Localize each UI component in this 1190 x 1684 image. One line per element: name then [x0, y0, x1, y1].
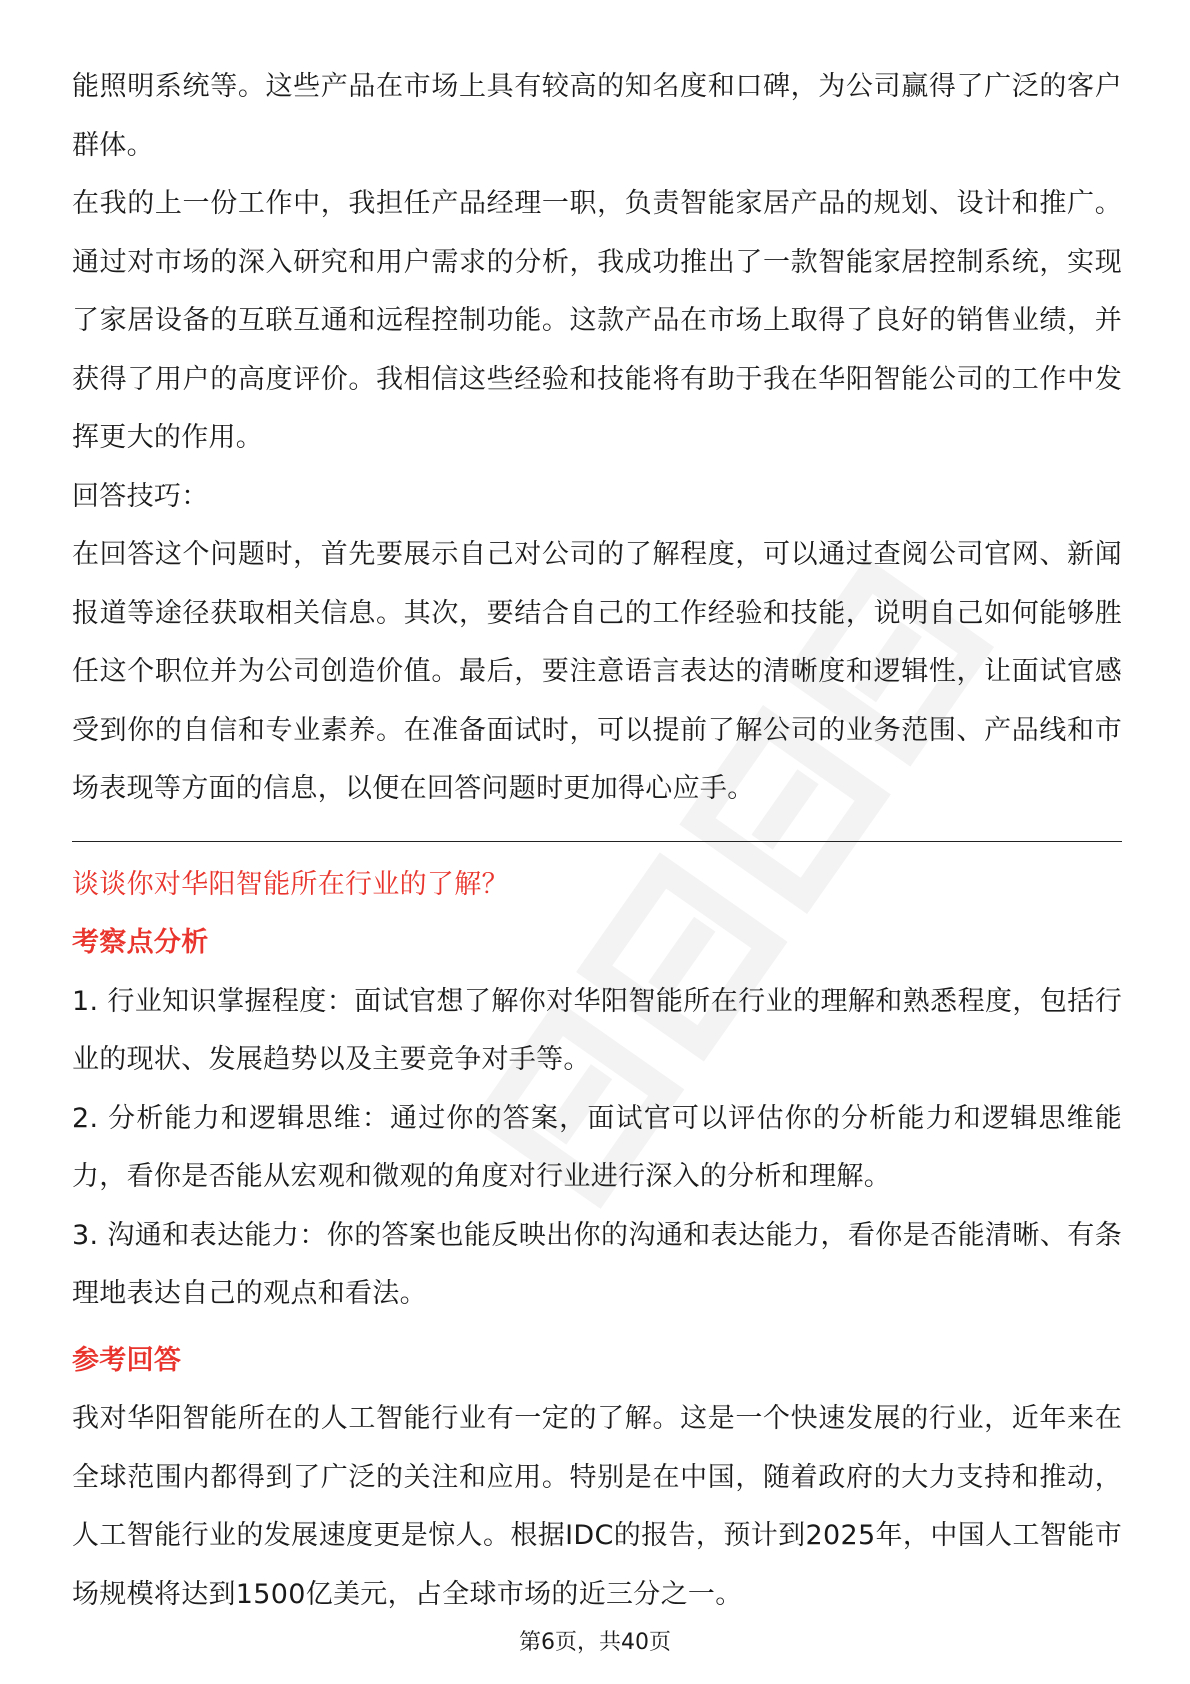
intro-paragraph-2: 在我的上一份工作中，我担任产品经理一职，负责智能家居产品的规划、设计和推广。通过对市场的深入研究和用户需求的分析，我成功推出了一款智能家居控制系统，实现了家居设备的互联互通和远程控制功能。这款产品在市场上取得了良好的销售业绩，并获得了用户的高度评价。我相信这些经验和技能将有助于我在华阳智能公司的工作中发挥更大的作用。 [72, 188, 1122, 453]
question-title: 谈谈你对华阳智能所在行业的了解？ [72, 868, 509, 900]
page-number: 第6页，共40页 [519, 1630, 671, 1655]
analysis-point-1: 1. 行业知识掌握程度：面试官想了解你对华阳智能所在行业的理解和熟悉程度，包括行业的现状、发展趋势以及主要竞争对手等。 [72, 985, 1122, 1075]
reference-heading: 参考回答 [72, 1344, 182, 1376]
tips-label: 回答技巧： [72, 480, 209, 512]
reference-answer: 我对华阳智能所在的人工智能行业有一定的了解。这是一个快速发展的行业，近年来在全球范围内都得到了广泛的关注和应用。特别是在中国，随着政府的大力支持和推动，人工智能行业的发展速度更是惊人。根据IDC的报告，预计到2025年，中国人工智能市场规模将达到1500亿美元，占全球市场的近三分之一。 [72, 1403, 1122, 1610]
section-divider [72, 841, 1122, 842]
tips-paragraph: 在回答这个问题时，首先要展示自己对公司的了解程度，可以通过查阅公司官网、新闻报道等途径获取相关信息。其次，要结合自己的工作经验和技能，说明自己如何能够胜任这个职位并为公司创造价值。最后，要注意语言表达的清晰度和逻辑性，让面试官感受到你的自信和专业素养。在准备面试时，可以提前了解公司的业务范围、产品线和市场表现等方面的信息，以便在回答问题时更加得心应手。 [72, 539, 1122, 804]
analysis-point-3: 3. 沟通和表达能力：你的答案也能反映出你的沟通和表达能力，看你是否能清晰、有条理地表达自己的观点和看法。 [72, 1219, 1122, 1309]
document-page [72, 58, 1122, 1624]
analysis-point-2: 2. 分析能力和逻辑思维：通过你的答案，面试官可以评估你的分析能力和逻辑思维能力，看你是否能从宏观和微观的角度对行业进行深入的分析和理解。 [72, 1102, 1122, 1192]
analysis-heading: 考察点分析 [72, 927, 209, 958]
intro-paragraph-1: 能照明系统等。这些产品在市场上具有较高的知名度和口碑，为公司赢得了广泛的客户群体。 [72, 71, 1122, 161]
